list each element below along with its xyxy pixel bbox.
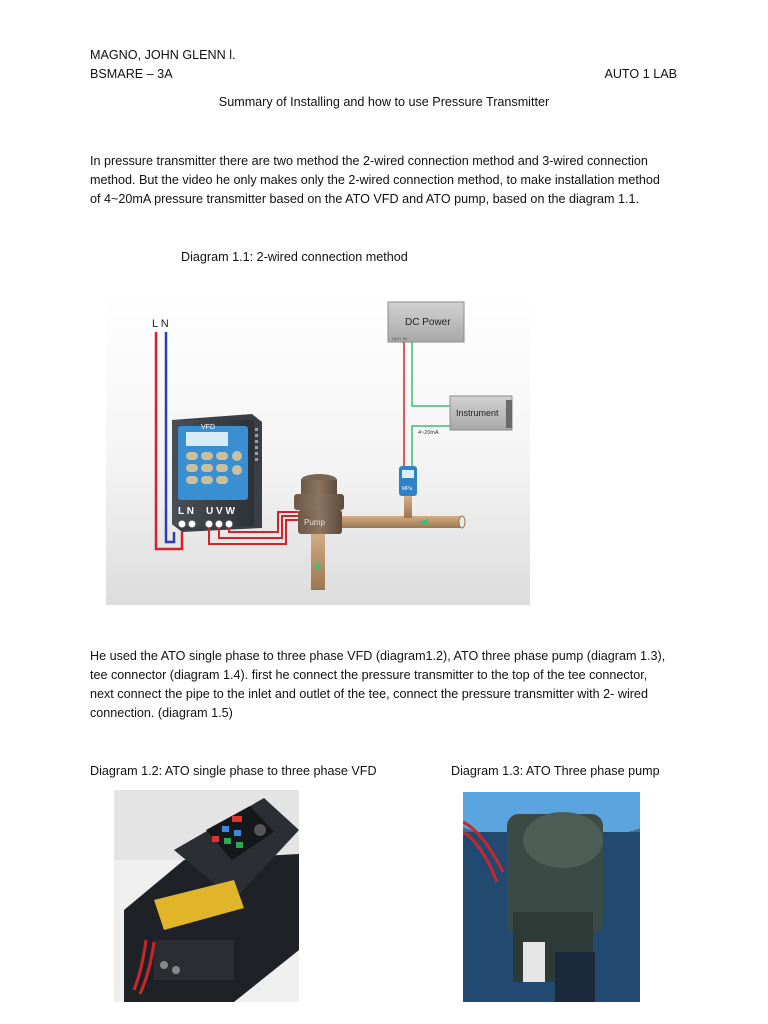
diagram-1-2-caption: Diagram 1.2: ATO single phase to three phase VFD (90, 764, 377, 778)
svg-text:24V+ 0V: 24V+ 0V (392, 336, 408, 341)
ln-label: L N (152, 318, 169, 330)
diagram-1-1-caption: Diagram 1.1: 2-wired connection method (181, 250, 408, 264)
wiring-diagram-svg (106, 292, 530, 605)
diagram-1-3-caption: Diagram 1.3: ATO Three phase pump (451, 764, 660, 778)
procedure-paragraph (90, 647, 690, 723)
svg-text:4~20mA: 4~20mA (418, 430, 439, 436)
pump-photo-svg (463, 792, 640, 1002)
author-name: MAGNO, JOHN GLENN l. (90, 48, 236, 62)
wiring-diagram (106, 292, 530, 605)
intro-paragraph (90, 152, 690, 209)
document-title: Summary of Installing and how to use Pressure Transmitter (218, 95, 550, 109)
svg-text:VFD: VFD (201, 424, 215, 431)
paragraph-line: method. But the video he only makes only the 2-wired connection method, to make installation method (90, 173, 660, 187)
paragraph-line: tee connector (diagram 1.4). first he connect the pressure transmitter to the top of the tee connector, (90, 668, 648, 682)
svg-text:MPa: MPa (402, 486, 413, 492)
pump-photo (463, 792, 640, 1002)
paragraph-line: next connect the pipe to the inlet and outlet of the tee, connect the pressure transmitter with 2- wired (90, 687, 648, 701)
svg-text:DC Power: DC Power (405, 317, 451, 328)
dc-power-box (388, 302, 464, 342)
svg-text:Pump: Pump (304, 518, 325, 527)
paragraph-line: In pressure transmitter there are two method the 2-wired connection method and 3-wired connection (90, 154, 648, 168)
svg-text:Instrument: Instrument (456, 408, 499, 418)
vfd-unit (172, 414, 262, 532)
course-label: AUTO 1 LAB (604, 67, 677, 81)
vfd-photo-svg (114, 790, 299, 1002)
svg-text:U V W: U V W (206, 506, 235, 517)
vfd-photo (114, 790, 299, 1002)
svg-text:L N: L N (178, 506, 194, 517)
paragraph-line: connection. (diagram 1.5) (90, 706, 233, 720)
paragraph-line: He used the ATO single phase to three phase VFD (diagram1.2), ATO three phase pump (diagram 1.3), (90, 649, 666, 663)
pump-unit (294, 474, 344, 534)
instrument-box (450, 396, 512, 430)
pressure-transmitter (399, 466, 417, 496)
paragraph-line: of 4~20mA pressure transmitter based on the ATO VFD and ATO pump, based on the diagram 1.1. (90, 192, 639, 206)
section-label: BSMARE – 3A (90, 67, 173, 81)
